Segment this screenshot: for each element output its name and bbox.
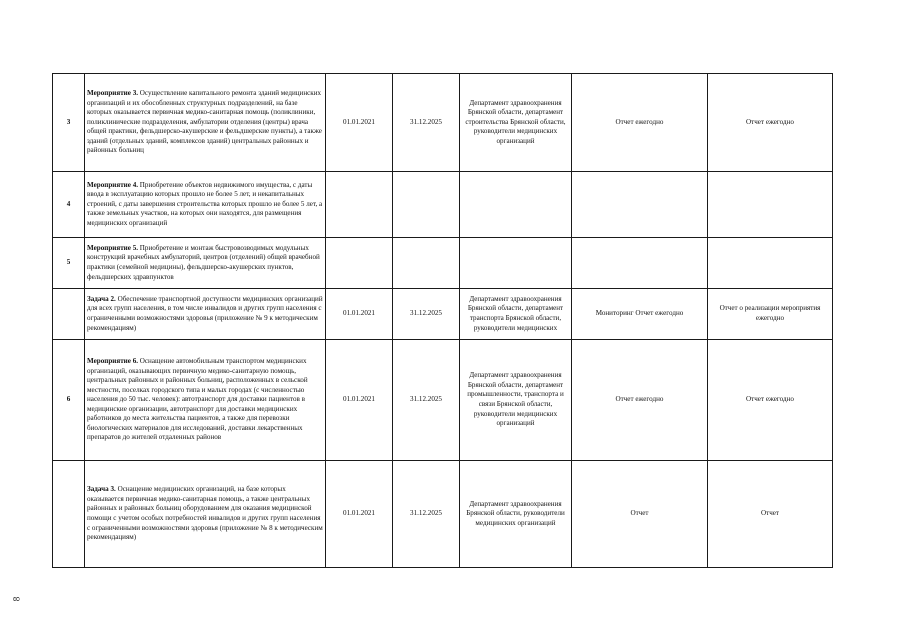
table-row bbox=[53, 289, 833, 340]
executor: Департамент здравоохранения Брянской области, департамент промышленности, транспорта и связи Брянской области, руководители медицинских организаций bbox=[460, 340, 572, 461]
task-description bbox=[85, 289, 326, 340]
report-1 bbox=[572, 172, 708, 238]
report-1 bbox=[572, 238, 708, 289]
report-2: Отчет bbox=[708, 461, 833, 568]
table-row bbox=[53, 340, 833, 461]
measure-text: Приобретение и монтаж быстровозводимых модульных конструкций врачебных амбулаторий, центров (отделений) общей врачебной практики (семейной медицины), фельдшерско-акушерских пунктов, фельдшерских здравпунктов bbox=[87, 243, 320, 281]
report-2: Отчет ежегодно bbox=[708, 340, 833, 461]
executor bbox=[460, 172, 572, 238]
row-number: 6 bbox=[53, 340, 85, 461]
start-date: 01.01.2021 bbox=[326, 461, 393, 568]
measure-description bbox=[85, 172, 326, 238]
row-number: 3 bbox=[53, 74, 85, 172]
task-description bbox=[85, 461, 326, 568]
row-number bbox=[53, 289, 85, 340]
report-1: Отчет bbox=[572, 461, 708, 568]
measure-title: Мероприятие 5. bbox=[87, 243, 139, 252]
start-date bbox=[326, 172, 393, 238]
row-number bbox=[53, 461, 85, 568]
measure-description bbox=[85, 74, 326, 172]
task-text: Обеспечение транспортной доступности медицинских организаций для всех групп населения, в том числе инвалидов и других групп населения с ограниченными возможностями здоровья (приложение № 9 к методическим рекомендациям) bbox=[87, 294, 323, 332]
end-date bbox=[393, 172, 460, 238]
report-2: Отчет ежегодно bbox=[708, 74, 833, 172]
measure-text: Осуществление капитального ремонта зданий медицинских организаций и их обособленных структурных подразделений, на базе которых оказывается первичная медико-санитарная помощь (поликлиники, поликлинические подразделения, амбулатории отделения (центры) врача общей практики, фельдшерско-акушерские и фельдшерские пункты), а также зданий (отдельных зданий, комплексов зданий) центральных районных и районных больниц bbox=[87, 89, 322, 155]
report-2 bbox=[708, 238, 833, 289]
executor: Департамент здравоохранения Брянской области, руководители медицинских организаций bbox=[460, 461, 572, 568]
report-2 bbox=[708, 172, 833, 238]
task-title: Задача 3. bbox=[87, 485, 116, 494]
start-date: 01.01.2021 bbox=[326, 340, 393, 461]
measure-text: Оснащение автомобильным транспортом медицинских организаций, оказывающих первичную медико-санитарную помощь, центральных районных и районных больниц, расположенных в сельской местности, поселках городского типа и малых городах (с численностью населения до 50 тыс. человек): автотранспорт для доставки пациентов в медицинские организации, автотранспорт для доставки медицинских работников до места жительства пациентов, а также для перевозки биологических материалов для исследований, доставки лекарственных препаратов до жителей отдаленных районов bbox=[87, 356, 308, 442]
end-date: 31.12.2025 bbox=[393, 461, 460, 568]
executor: Департамент здравоохранения Брянской области, департамент строительства Брянской области, руководители медицинских организаций bbox=[460, 74, 572, 172]
report-1: Отчет ежегодно bbox=[572, 74, 708, 172]
end-date: 31.12.2025 bbox=[393, 340, 460, 461]
start-date: 01.01.2021 bbox=[326, 289, 393, 340]
measure-text: Приобретение объектов недвижимого имущества, с даты ввода в эксплуатацию которых прошло не более 5 лет, и некапитальных строений, с даты завершения строительства которых прошло не более 5 лет, а также земельных участков, на которых они находятся, для размещения медицинских организаций bbox=[87, 180, 323, 227]
end-date: 31.12.2025 bbox=[393, 74, 460, 172]
row-number: 5 bbox=[53, 238, 85, 289]
table-row bbox=[53, 74, 833, 172]
measure-title: Мероприятие 6. bbox=[87, 356, 139, 365]
table-row bbox=[53, 172, 833, 238]
task-title: Задача 2. bbox=[87, 294, 116, 303]
measures-table bbox=[52, 73, 833, 568]
measure-title: Мероприятие 3. bbox=[87, 89, 139, 98]
end-date bbox=[393, 238, 460, 289]
report-2: Отчет о реализации мероприятия ежегодно bbox=[708, 289, 833, 340]
task-text: Оснащение медицинских организаций, на базе которых оказывается первичная медико-санитарная помощь, а также центральных районных и районных больниц оборудованием для оказания медицинской помощи с учетом особых потребностей инвалидов и других групп населения с ограниченными возможностями здоровья (приложение № 8 к методическим рекомендациям) bbox=[87, 485, 323, 542]
page-number: 8 bbox=[11, 596, 22, 602]
report-1: Мониторинг Отчет ежегодно bbox=[572, 289, 708, 340]
executor: Департамент здравоохранения Брянской области, департамент транспорта Брянской области, руководители медицинских bbox=[460, 289, 572, 340]
measure-description bbox=[85, 340, 326, 461]
measure-title: Мероприятие 4. bbox=[87, 180, 139, 189]
start-date: 01.01.2021 bbox=[326, 74, 393, 172]
row-number: 4 bbox=[53, 172, 85, 238]
measure-description bbox=[85, 238, 326, 289]
table-row bbox=[53, 461, 833, 568]
end-date: 31.12.2025 bbox=[393, 289, 460, 340]
table-row bbox=[53, 238, 833, 289]
executor bbox=[460, 238, 572, 289]
start-date bbox=[326, 238, 393, 289]
report-1: Отчет ежегодно bbox=[572, 340, 708, 461]
